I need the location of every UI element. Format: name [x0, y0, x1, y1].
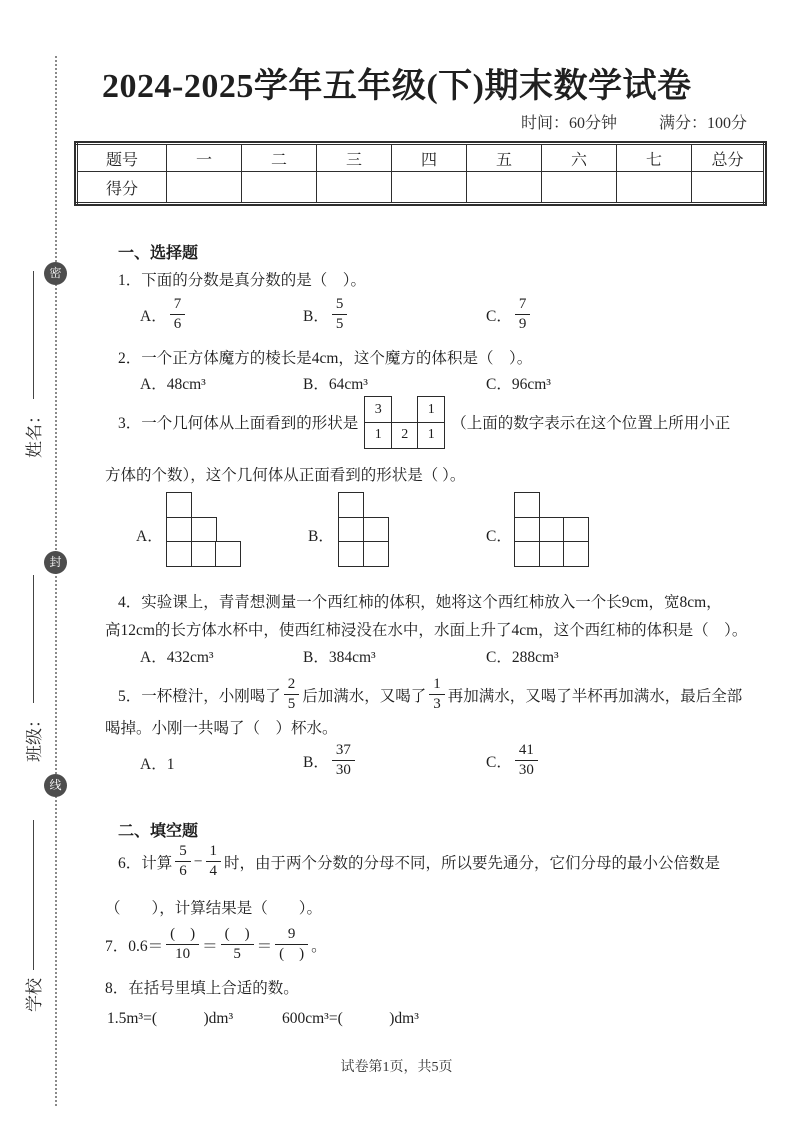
score-cell-empty	[542, 172, 617, 204]
question-6-line1	[118, 843, 720, 881]
q8-item-1: 1.5m³=( )dm³	[107, 1010, 234, 1027]
score-table-cell: 七	[617, 144, 692, 172]
q5-segment: 5．一杯橙汁，小刚喝了	[118, 687, 281, 705]
question-5-line2: 喝掉。小刚一共喝了（ ）杯水。	[105, 720, 338, 737]
grid-cell: 3	[364, 396, 392, 423]
shape-option-a	[166, 492, 241, 567]
q3-option-a-label: A．	[136, 528, 163, 545]
score-cell-empty	[242, 172, 317, 204]
shape-option-c	[514, 492, 589, 567]
q8-item-2: 600cm³=( )dm³	[282, 1010, 419, 1027]
q4-option-a: A．432cm³	[140, 649, 214, 666]
name-label: 姓名：	[25, 407, 44, 458]
q1-option-a-label: A．	[140, 307, 167, 325]
exam-title: 2024-2025学年五年级(下)期末数学试卷	[102, 68, 692, 105]
grid-cell: 1	[417, 422, 445, 449]
q5-segment: 再加满水，又喝了半杯再加满水，最后全部	[447, 687, 743, 705]
section-title-choice: 一、选择题	[118, 245, 199, 262]
shape-option-b	[338, 492, 389, 567]
full-score: 满分：100分	[658, 115, 747, 132]
q3-text-after: （上面的数字表示在这个位置上所用小正	[451, 415, 731, 433]
page-footer: 试卷第1页，共5页	[340, 1060, 453, 1075]
q5-segment: 后加满水，又喝了	[302, 687, 427, 705]
score-cell-empty	[317, 172, 392, 204]
equals-sign: ＝	[256, 937, 273, 955]
q5-option-c	[486, 742, 541, 780]
score-table	[75, 142, 766, 205]
q7-segment: 7．0.6＝	[105, 937, 164, 955]
fraction: $\frac{5}{5}$	[332, 296, 348, 334]
score-table-header-row	[77, 144, 765, 172]
fraction: $\frac{37}{30}$	[332, 742, 355, 780]
grid-cell: 1	[364, 422, 392, 449]
score-table-cell: 总分	[692, 144, 765, 172]
minus-sign: −	[193, 852, 203, 870]
q3-text-before: 3．一个几何体从上面看到的形状是	[118, 415, 359, 433]
fraction: $\frac{5}{6}$	[175, 843, 191, 881]
fraction: $\frac{9}{( )}$	[275, 926, 308, 964]
question-4-line1: 4．实验课上，青青想测量一个西红柿的体积，她将这个西红柿放入一个长9cm，宽8cm，	[118, 594, 722, 611]
score-table-cell: 五	[467, 144, 542, 172]
seal-dotted-line	[55, 56, 57, 1106]
score-table-cell: 四	[392, 144, 467, 172]
section-title-fill-blank: 二、填空题	[118, 823, 199, 840]
school-blank-line	[31, 820, 34, 970]
score-table-cell: 三	[317, 144, 392, 172]
name-field	[20, 271, 45, 458]
grid-cell: 1	[417, 396, 445, 423]
seal-stamp-xian: 线	[44, 774, 67, 797]
school-field	[20, 820, 45, 1012]
q5-option-b-label: B．	[303, 753, 329, 771]
q1-option-a	[140, 296, 188, 334]
fraction: $\frac{41}{30}$	[515, 742, 538, 780]
score-table-score-row	[77, 172, 765, 204]
seal-stamp-feng: 封	[44, 551, 67, 574]
q1-option-c	[486, 296, 533, 334]
score-cell-empty	[167, 172, 242, 204]
class-field	[20, 575, 45, 762]
q1-option-c-label: C．	[486, 307, 512, 325]
q5-option-a: A．1	[140, 756, 175, 773]
question-7-line	[105, 926, 327, 964]
q3-top-view-grid	[364, 396, 445, 449]
q5-option-c-label: C．	[486, 753, 512, 771]
exam-meta	[521, 110, 747, 133]
question-2-text: 2．一个正方体魔方的棱长是4cm，这个魔方的体积是（ ）。	[118, 350, 533, 367]
score-cell-empty	[617, 172, 692, 204]
q1-option-b-label: B．	[303, 307, 329, 325]
grid-cell: 2	[391, 422, 419, 449]
score-row-label: 得分	[77, 172, 167, 204]
question-3-line2: 方体的个数），这个几何体从正面看到的形状是（ ）。	[105, 467, 466, 484]
fraction: $\frac{2}{5}$	[284, 676, 300, 714]
question-1-text: 1．下面的分数是真分数的是（ ）。	[118, 272, 367, 289]
fraction: $\frac{1}{4}$	[206, 843, 222, 881]
q2-option-b: B．64cm³	[303, 376, 368, 393]
score-cell-empty	[692, 172, 765, 204]
q1-option-b	[303, 296, 350, 334]
score-cell-empty	[467, 172, 542, 204]
q4-option-c: C．288cm³	[486, 649, 559, 666]
score-cell-empty	[392, 172, 467, 204]
fraction: $\frac{7}{9}$	[515, 296, 531, 334]
time-limit: 时间：60分钟	[520, 115, 617, 132]
fraction: $\frac{7}{6}$	[170, 296, 186, 334]
q4-option-b: B．384cm³	[303, 649, 376, 666]
question-8-text: 8．在括号里填上合适的数。	[105, 980, 299, 997]
score-table-cell: 一	[167, 144, 242, 172]
q2-option-a: A．48cm³	[140, 376, 206, 393]
q3-option-c-label: C．	[486, 528, 512, 545]
q5-option-b	[303, 742, 358, 780]
seal-stamp-mi: 密	[44, 262, 67, 285]
question-3-line1	[118, 396, 730, 449]
q3-option-b-label: B．	[308, 528, 334, 545]
school-label: 学校	[25, 978, 44, 1012]
fraction: $\frac{1}{3}$	[429, 676, 445, 714]
class-blank-line	[31, 575, 34, 703]
score-table-cell: 六	[542, 144, 617, 172]
q6-segment: 6．计算	[118, 854, 173, 872]
fraction: $\frac{( )}{10}$	[166, 926, 199, 964]
question-6-line2: （ ），计算结果是（ ）。	[105, 900, 323, 917]
fraction: $\frac{( )}{5}$	[221, 926, 254, 964]
q7-segment: 。	[311, 937, 327, 955]
class-label: 班级：	[25, 711, 44, 762]
question-4-line2: 高12cm的长方体水杯中，使西红柿浸没在水中，水面上升了4cm，这个西红柿的体积是（ ）。	[105, 622, 748, 639]
equals-sign: ＝	[202, 937, 218, 955]
name-blank-line	[31, 271, 34, 399]
score-table-cell: 二	[242, 144, 317, 172]
score-table-cell: 题号	[77, 144, 167, 172]
question-5-line1	[118, 676, 742, 714]
q2-option-c: C．96cm³	[486, 376, 551, 393]
q6-segment: 时，由于两个分数的分母不同，所以要先通分，它们分母的最小公倍数是	[224, 854, 721, 872]
